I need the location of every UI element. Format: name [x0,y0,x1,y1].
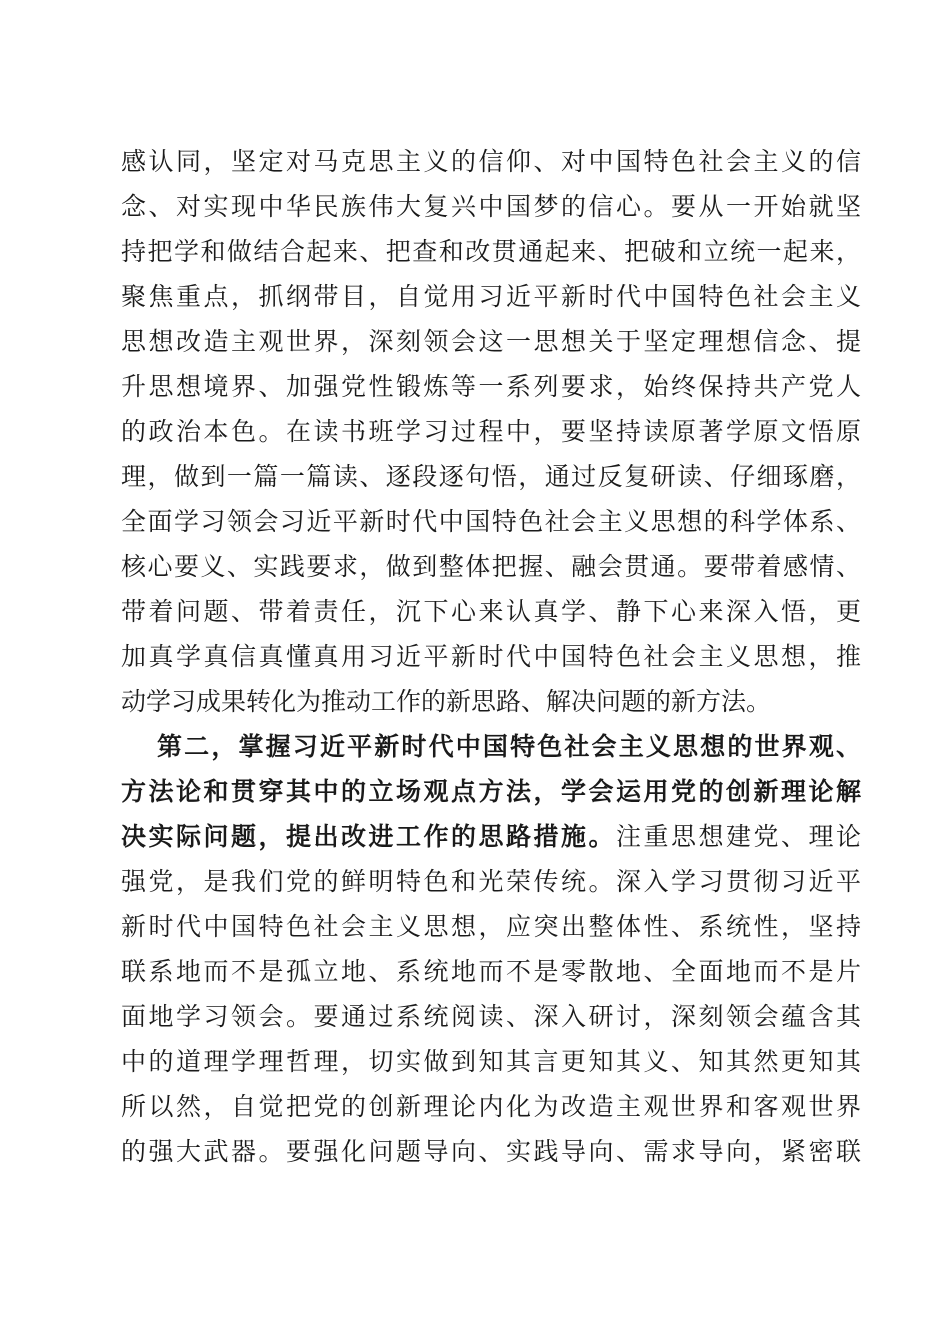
text-line: 联系地而不是孤立地、系统地而不是零散地、全面地而不是片 [121,957,861,986]
text-line: 中的道理学理哲理，切实做到知其言更知其义、知其然更知其 [121,1047,861,1076]
text-line: 所以然，自觉把党的创新理论内化为改造主观世界和客观世界 [121,1092,861,1121]
text-line: 加真学真信真懂真用习近平新时代中国特色社会主义思想，推 [121,642,861,671]
text-line: 新时代中国特色社会主义思想，应突出整体性、系统性，坚持 [121,912,861,941]
paragraph-2 [121,724,861,1174]
text-line: 持把学和做结合起来、把查和改贯通起来、把破和立统一起来， [121,237,861,266]
section-heading-line: 第二，掌握习近平新时代中国特色社会主义思想的世界观、 [157,732,861,761]
text-line: 思想改造主观世界，深刻领会这一思想关于坚定理想信念、提 [121,327,861,356]
text-line: 全面学习领会习近平新时代中国特色社会主义思想的科学体系、 [121,507,861,536]
text-line: 带着问题、带着责任，沉下心来认真学、静下心来深入悟，更 [121,597,861,626]
text-line: 聚焦重点，抓纲带目，自觉用习近平新时代中国特色社会主义 [121,282,861,311]
text-line: 核心要义、实践要求，做到整体把握、融会贯通。要带着感情、 [121,552,861,581]
text-run: 注重思想建党、理论 [615,822,861,851]
text-line: 强党，是我们党的鲜明特色和光荣传统。深入学习贯彻习近平 [121,867,861,896]
section-heading-end: 决实际问题，提出改进工作的思路措施。 [121,822,616,851]
text-line: 升思想境界、加强党性锻炼等一系列要求，始终保持共产党人 [121,372,861,401]
section-heading-line: 方法论和贯穿其中的立场观点方法，学会运用党的创新理论解 [121,777,861,806]
text-line: 念、对实现中华民族伟大复兴中国梦的信心。要从一开始就坚 [121,192,861,221]
text-line: 动学习成果转化为推动工作的新思路、解决问题的新方法。 [121,687,772,716]
text-line: 理，做到一篇一篇读、逐段逐句悟，通过反复研读、仔细琢磨， [121,462,861,491]
text-line: 的政治本色。在读书班学习过程中，要坚持读原著学原文悟原 [121,417,861,446]
mixed-line [121,814,861,859]
document-body [121,139,861,1174]
text-line: 感认同，坚定对马克思主义的信仰、对中国特色社会主义的信 [121,147,861,176]
text-line: 的强大武器。要强化问题导向、实践导向、需求导向，紧密联 [121,1137,861,1166]
text-line: 面地学习领会。要通过系统阅读、深入研讨，深刻领会蕴含其 [121,1002,861,1031]
paragraph-1 [121,139,861,724]
